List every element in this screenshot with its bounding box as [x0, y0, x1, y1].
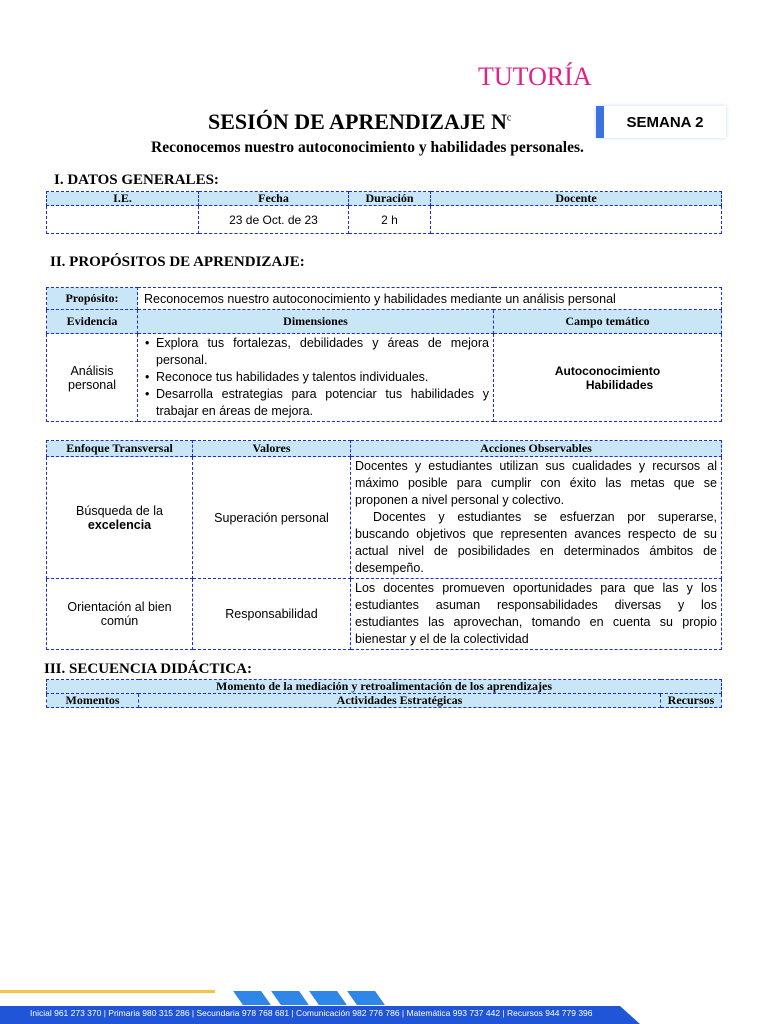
table-header-row [47, 310, 722, 334]
cell-enfoque [47, 457, 193, 579]
footer-stripe [233, 991, 271, 1005]
table-row [47, 579, 722, 650]
campo-habilidades: Habilidades [585, 377, 654, 392]
enfoque-line-1: Búsqueda de la [76, 503, 163, 518]
cell-acciones [351, 457, 722, 579]
banner-row [47, 680, 722, 694]
section-heading-propositos: II. PROPÓSITOS DE APRENDIZAJE: [50, 254, 305, 270]
header-acciones: Acciones Observables [351, 441, 722, 457]
session-subtitle: Reconocemos nuestro autoconocimiento y habilidades personales. [151, 139, 584, 156]
header-valores: Valores [193, 441, 351, 457]
header-ie: I.E. [47, 192, 199, 206]
dimensions-list [142, 335, 489, 420]
footer-contact-text: Inicial 961 273 370 | Primaria 980 315 286 | Secundaria 978 768 681 | Comunicación 982 776 786 | Matemática 993 737 442 | Recursos 944 779 396 [30, 1008, 593, 1018]
cell-evidencia: Análisis personal [47, 334, 138, 422]
table-row [47, 457, 722, 579]
general-data-table [46, 191, 722, 234]
list-item: • Desarrolla estrategias para potenciar tus habilidades y trabajar en áreas de mejora. [142, 386, 489, 420]
didactic-sequence-table [46, 679, 722, 708]
cell-ie [47, 206, 199, 234]
footer-yellow-line [0, 990, 215, 993]
enfoque-line-2: excelencia [87, 517, 152, 532]
week-badge: SEMANA 2 [596, 106, 726, 138]
table-row [47, 334, 722, 422]
tutoria-title: TUTORÍA [478, 62, 592, 91]
session-title-text: SESIÓN DE APRENDIZAJE N [208, 109, 507, 134]
header-recursos: Recursos [661, 694, 722, 708]
cell-docente [431, 206, 722, 234]
footer-stripe [271, 991, 309, 1005]
table-row [47, 206, 722, 234]
cell-enfoque: Orientación al bien común [47, 579, 193, 650]
cell-valor: Responsabilidad [193, 579, 351, 650]
section-heading-datos: I. DATOS GENERALES: [54, 172, 219, 188]
purpose-label: Propósito: [47, 288, 138, 310]
campo-autoconocimiento: Autoconocimiento [554, 363, 661, 378]
purpose-row [47, 288, 722, 310]
footer-stripe [347, 991, 385, 1005]
header-enfoque: Enfoque Transversal [47, 441, 193, 457]
session-number-sup: c [506, 112, 512, 124]
header-campo: Campo temático [494, 310, 722, 334]
header-dimensiones: Dimensiones [138, 310, 494, 334]
purpose-text: Reconocemos nuestro autoconocimiento y habilidades mediante un análisis personal [138, 288, 722, 310]
list-item: • Reconoce tus habilidades y talentos individuales. [142, 369, 489, 386]
session-title [208, 109, 511, 135]
footer [0, 990, 768, 1024]
cell-campo [494, 334, 722, 422]
cell-acciones: Los docentes promueven oportunidades para que las y los estudiantes asuman responsabilidades diversas y los estudiantes las aprovechan, tomando en cuenta su propio bienestar y el de la colectividad [351, 579, 722, 650]
purposes-table [46, 287, 722, 422]
header-duracion: Duración [349, 192, 431, 206]
footer-stripe [309, 991, 347, 1005]
header-fecha: Fecha [199, 192, 349, 206]
section-heading-secuencia: III. SECUENCIA DIDÁCTICA: [44, 661, 252, 677]
cell-dimensiones [138, 334, 494, 422]
transversal-approach-table [46, 440, 722, 650]
table-header-row [47, 192, 722, 206]
header-momentos: Momentos [47, 694, 139, 708]
header-evidencia: Evidencia [47, 310, 138, 334]
accion-paragraph: Docentes y estudiantes utilizan sus cualidades y recursos al máximo posible para cumplir con éxito las metas que se proponen a nivel personal y colectivo. [355, 459, 717, 507]
header-actividades: Actividades Estratégicas [139, 694, 661, 708]
list-item: • Explora tus fortalezas, debilidades y áreas de mejora personal. [142, 335, 489, 369]
cell-fecha: 23 de Oct. de 23 [199, 206, 349, 234]
accion-paragraph: Docentes y estudiantes se esfuerzan por superarse, buscando objetivos que representen avances respecto de su actual nivel de posibilidades en determinados ámbitos de desempeño. [355, 510, 717, 575]
mediation-banner: Momento de la mediación y retroalimentación de los aprendizajes [47, 680, 722, 694]
cell-duracion: 2 h [349, 206, 431, 234]
header-docente: Docente [431, 192, 722, 206]
cell-valor: Superación personal [193, 457, 351, 579]
table-header-row [47, 441, 722, 457]
table-header-row [47, 694, 722, 708]
